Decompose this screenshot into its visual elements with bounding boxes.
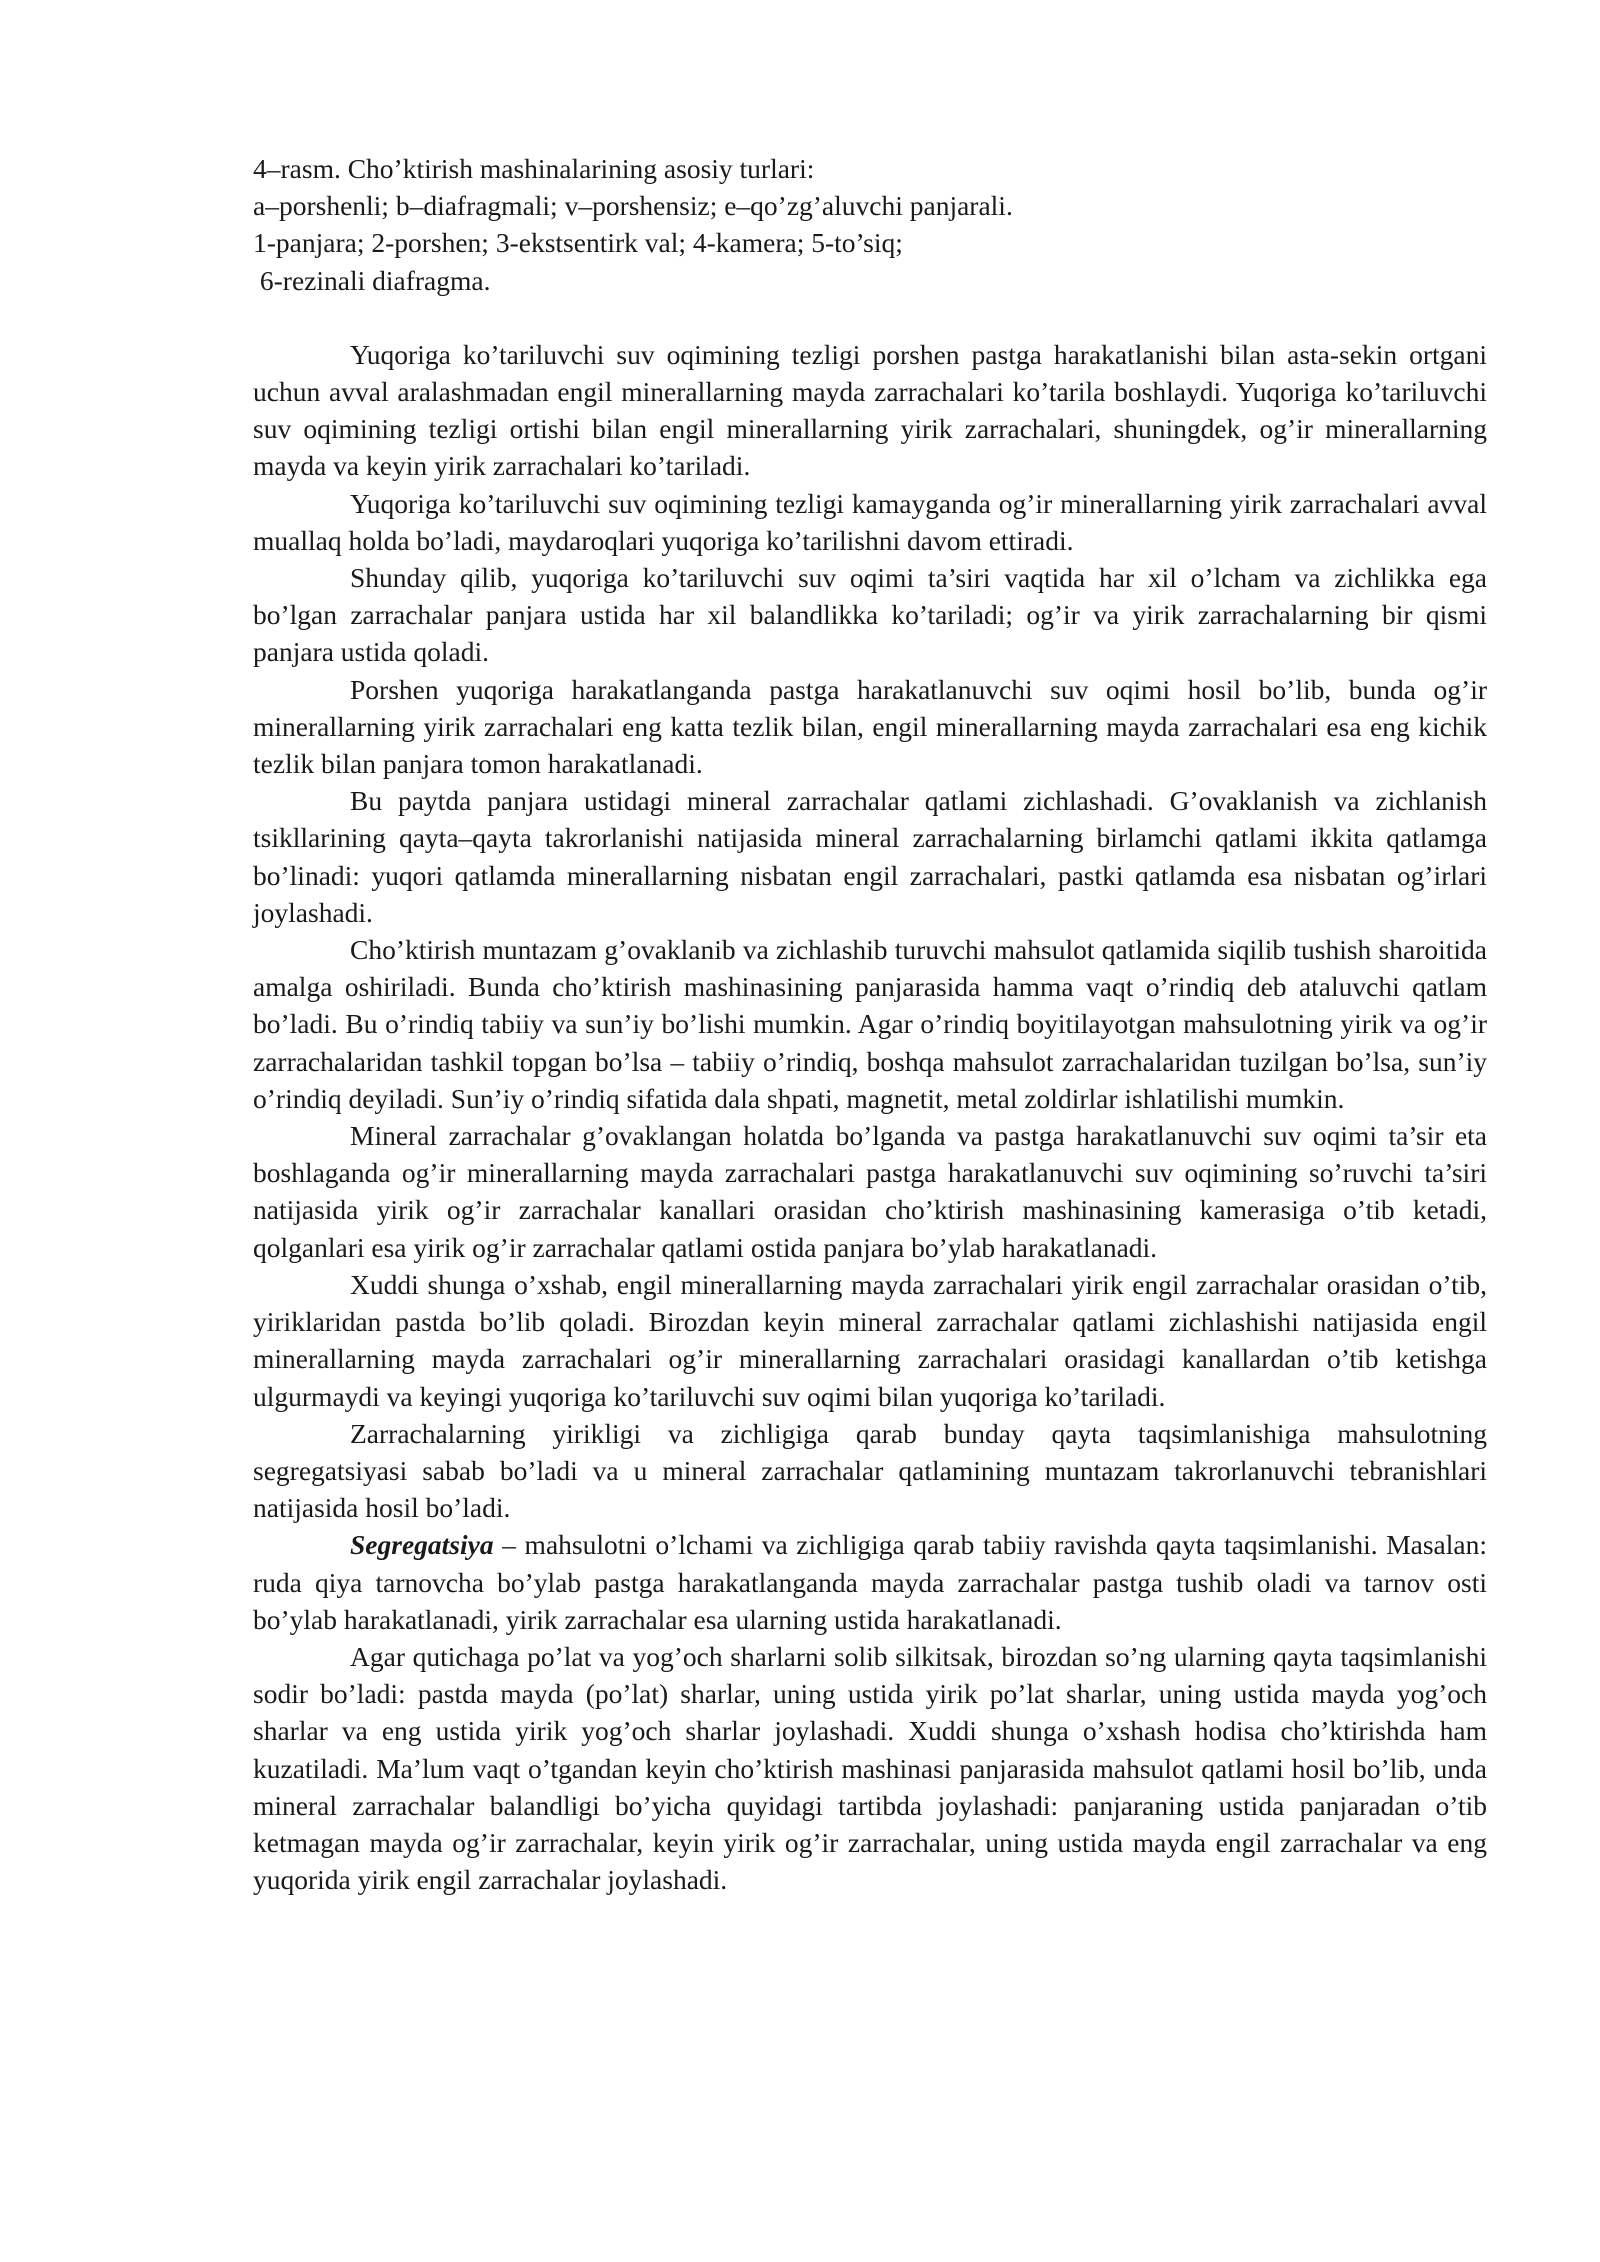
paragraph: Mineral zarrachalar g’ovaklangan holatda bo’lganda va pastga harakatlanuvchi suv oqimi ta’sir eta boshlaganda og’ir minerallarning mayda zarrachalari pastga harakatlanuvchi suv oqimining so’ruvchi ta’siri natijasida yirik og’ir zarrachalar kanallari orasidan cho’ktirish mashinasining kamerasiga o’tib ketadi, qolganlari esa yirik og’ir zarrachalar qatlami ostida panjara bo’ylab harakatlanadi. bbox=[253, 1120, 1487, 1263]
paragraph: Agar qutichaga po’lat va yog’och sharlarni solib silkitsak, birozdan so’ng ularning qayta taqsimlanishi sodir bo’ladi: pastda mayda (po’lat) sharlar, uning ustida yirik po’lat sharlar, uning ustida mayda yog’och sharlar va eng ustida yirik yog’och sharlar joylashadi. Xuddi shunga o’xshash hodisa cho’ktirishda ham kuzatiladi. Ma’lum vaqt o’tgandan keyin cho’ktirish mashinasi panjarasida mahsulot qatlami hosil bo’lib, unda mineral zarrachalar balandligi bo’yicha quyidagi tartibda joylashadi: panjaraning ustida panjaradan o’tib ketmagan mayda og’ir zarrachalar, keyin yirik og’ir zarrachalar, uning ustida mayda engil zarrachalar va eng yuqorida yirik engil zarrachalar joylashadi. bbox=[253, 1640, 1487, 1896]
paragraph: Shunday qilib, yuqoriga ko’tariluvchi suv oqimi ta’siri vaqtida har xil o’lcham va zichlikka ega bo’lgan zarrachalar panjara ustida har xil balandlikka ko’tariladi; og’ir va yirik zarrachalarning bir qismi panjara ustida qoladi. bbox=[253, 562, 1487, 668]
paragraph: Porshen yuqoriga harakatlanganda pastga harakatlanuvchi suv oqimi hosil bo’lib, bunda og’ir minerallarning yirik zarrachalari eng katta tezlik bilan, engil minerallarning mayda zarrachalari esa eng kichik tezlik bilan panjara tomon harakatlanadi. bbox=[253, 673, 1487, 780]
body-text bbox=[253, 336, 1487, 1899]
paragraph: Bu paytda panjara ustidagi mineral zarrachalar qatlami zichlashadi. G’ovaklanish va zichlanish tsikllarining qayta–qayta takrorlanishi natijasida mineral zarrachalarning birlamchi qatlami ikkita qatlamga bo’linadi: yuqori qatlamda minerallarning nisbatan engil zarrachalari, pastki qatlamda esa nisbatan og’irlari joylashadi. bbox=[253, 785, 1487, 928]
definition-paragraph bbox=[253, 1526, 1487, 1638]
defined-term: Segregatsiya bbox=[350, 1529, 494, 1561]
caption-line: 1-panjara; 2-porshen; 3-ekstsentirk val; 4-kamera; 5-to’siq; bbox=[253, 227, 903, 259]
paragraph: Yuqoriga ko’tariluvchi suv oqimining tezligi porshen pastga harakatlanishi bilan asta-sekin ortgani uchun avval aralashmadan engil minerallarning mayda zarrachalari ko’tarila boshlaydi. Yuqoriga ko’tariluvchi suv oqimining tezligi ortishi bilan engil minerallarning yirik zarrachalari, shuningdek, og’ir minerallarning mayda va keyin yirik zarrachalari ko’tariladi. bbox=[253, 338, 1487, 482]
figure-caption bbox=[253, 150, 1487, 299]
paragraph: Yuqoriga ko’tariluvchi suv oqimining tezligi kamayganda og’ir minerallarning yirik zarrachalari avval muallaq holda bo’ladi, maydaroqlari yuqoriga ko’tarilishni davom ettiradi. bbox=[253, 487, 1487, 556]
definition-text: – mahsulotni o’lchami va zichligiga qarab tabiiy ravishda qayta taqsimlanishi. Masalan: ruda qiya tarnovcha bo’ylab pastga harakatlanganda mayda zarrachalar pastga tushib oladi va tarnov osti bo’ylab harakatlanadi, yirik zarrachalar esa ularning ustida harakatlanadi. bbox=[253, 1529, 1487, 1635]
caption-line: a–porshenli; b–diafragmali; v–porshensiz; e–qo’zg’aluvchi panjarali. bbox=[253, 190, 1013, 222]
blank-line bbox=[253, 299, 1487, 336]
document-page bbox=[253, 150, 1487, 1898]
paragraph: Xuddi shunga o’xshab, engil minerallarning mayda zarrachalari yirik engil zarrachalar orasidan o’tib, yiriklaridan pastda bo’lib qoladi. Birozdan keyin mineral zarrachalar qatlami zichlashishi natijasida engil minerallarning mayda zarrachalari og’ir minerallarning zarrachalari orasidagi kanallardan o’tib ketishga ulgurmaydi va keyingi yuqoriga ko’tariluvchi suv oqimi bilan yuqoriga ko’tariladi. bbox=[253, 1268, 1487, 1412]
paragraph: Zarrachalarning yirikligi va zichligiga qarab bunday qayta taqsimlanishiga mahsulotning segregatsiyasi sabab bo’ladi va u mineral zarrachalar qatlamining muntazam takrorlanuvchi tebranishlari natijasida hosil bo’ladi. bbox=[253, 1417, 1487, 1524]
caption-line: 6-rezinali diafragma. bbox=[253, 264, 491, 296]
paragraph: Cho’ktirish muntazam g’ovaklanib va zichlashib turuvchi mahsulot qatlamida siqilib tushish sharoitida amalga oshiriladi. Bunda cho’ktirish mashinasining panjarasida hamma vaqt o’rindiq deb ataluvchi qatlam bo’ladi. Bu o’rindiq tabiiy va sun’iy bo’lishi mumkin. Agar o’rindiq boyitilayotgan mahsulotning yirik va og’ir zarrachalaridan tashkil topgan bo’lsa – tabiiy o’rindiq, boshqa mahsulot zarrachalaridan tuzilgan bo’lsa, sun’iy o’rindiq deyiladi. Sun’iy o’rindiq sifatida dala shpati, magnetit, metal zoldirlar ishlatilishi mumkin. bbox=[253, 934, 1487, 1114]
caption-line: 4–rasm. Cho’ktirish mashinalarining asosiy turlari: bbox=[253, 153, 815, 184]
